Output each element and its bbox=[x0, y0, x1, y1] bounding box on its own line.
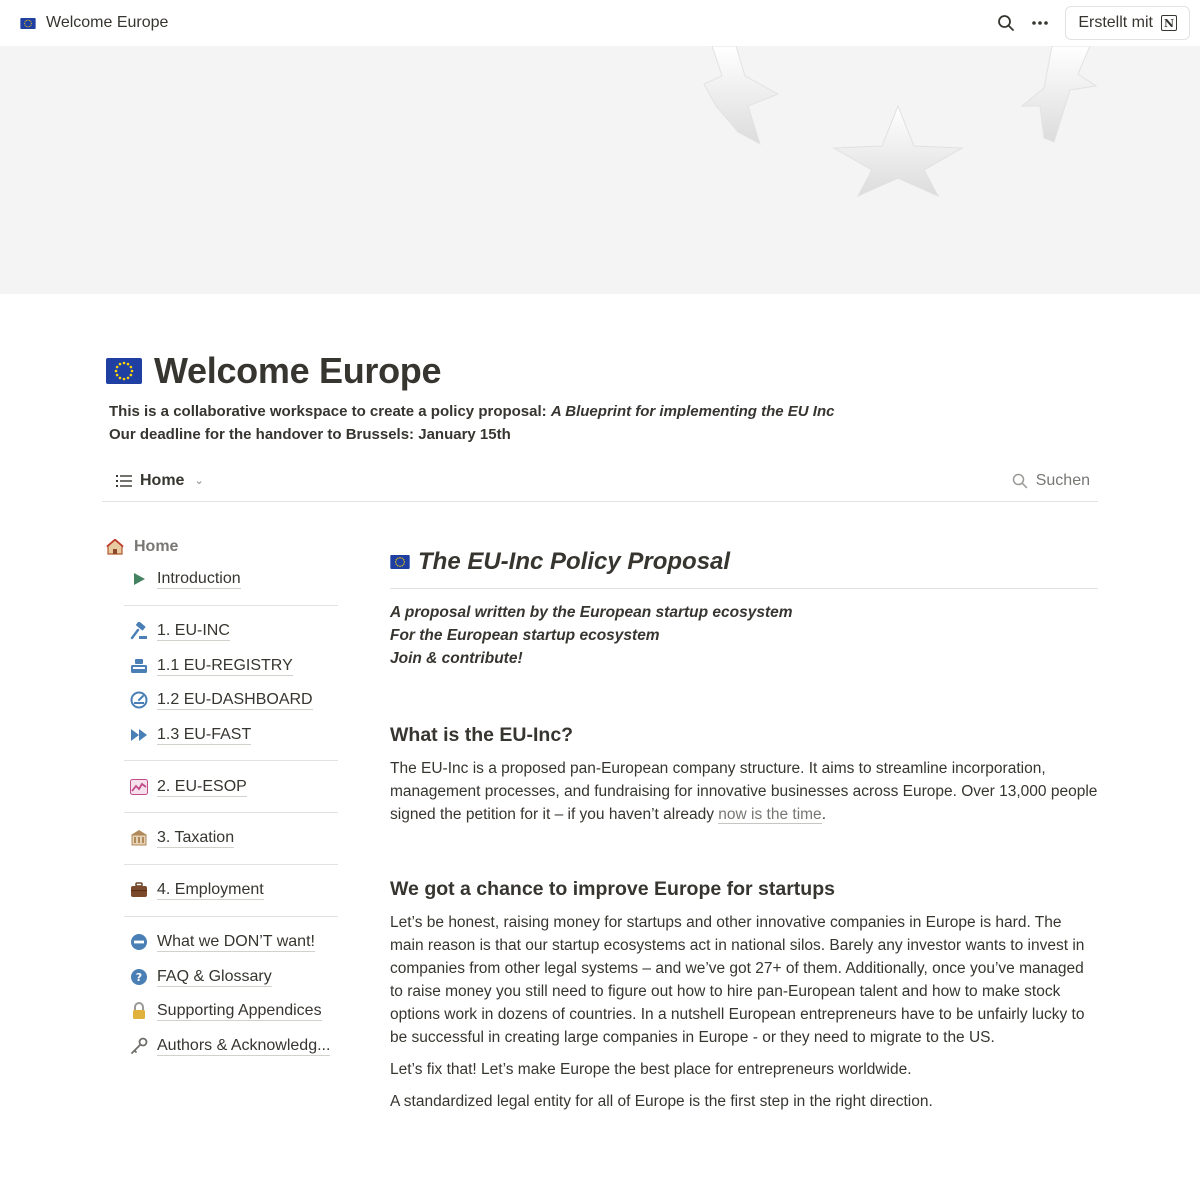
nav-item-employment[interactable]: 4. Employment bbox=[106, 873, 346, 908]
page-header bbox=[106, 350, 1096, 446]
play-icon bbox=[130, 570, 148, 588]
intro-line: A proposal written by the European startup ecosystem bbox=[390, 604, 793, 621]
view-bar bbox=[102, 460, 1098, 502]
section-title: The EU-Inc Policy Proposal bbox=[418, 548, 731, 575]
chevron-down-icon: ⌄ bbox=[194, 475, 204, 487]
page-title-row bbox=[106, 350, 1096, 392]
petition-link[interactable]: now is the time bbox=[718, 806, 822, 823]
search-icon bbox=[997, 14, 1015, 32]
more-icon bbox=[1031, 20, 1049, 26]
nav-item-taxation[interactable]: 3. Taxation bbox=[106, 821, 346, 856]
divider bbox=[124, 760, 338, 761]
description-line-1: This is a collaborative workspace to create a policy proposal: bbox=[109, 403, 551, 420]
search-label: Suchen bbox=[1035, 471, 1090, 489]
fast-forward-icon bbox=[130, 726, 148, 744]
nav-root-home[interactable] bbox=[106, 532, 346, 562]
nav-root-label: Home bbox=[134, 538, 179, 555]
nav-item-what-we-dont-want[interactable]: What we DON’T want! bbox=[106, 925, 346, 960]
nav-item-introduction[interactable]: Introduction bbox=[106, 562, 346, 597]
svg-text:?: ? bbox=[135, 970, 143, 984]
page-description bbox=[109, 400, 1096, 446]
section-title-row bbox=[390, 548, 1098, 589]
lock-icon bbox=[130, 1002, 148, 1020]
nav-item-supporting-appendices[interactable]: Supporting Appendices bbox=[106, 994, 346, 1029]
nav-item-eu-fast[interactable]: 1.3 EU-FAST bbox=[106, 718, 346, 753]
eu-flag-icon bbox=[390, 555, 410, 569]
divider bbox=[124, 812, 338, 813]
intro-callout bbox=[390, 601, 1098, 670]
intro-line: For the European startup ecosystem bbox=[390, 627, 660, 644]
notion-logo-icon: N bbox=[1161, 15, 1177, 31]
nav-item-authors[interactable]: Authors & Acknowledg... bbox=[106, 1029, 346, 1064]
eu-flag-icon bbox=[20, 18, 36, 29]
main-content bbox=[390, 548, 1098, 1113]
divider bbox=[124, 605, 338, 606]
no-entry-icon bbox=[130, 933, 148, 951]
view-label: Home bbox=[140, 471, 185, 489]
key-icon bbox=[130, 1037, 148, 1055]
paragraph: Let’s fix that! Let’s make Europe the best place for entrepreneurs worldwide. bbox=[390, 1061, 912, 1078]
divider bbox=[124, 916, 338, 917]
description-line-2: Our deadline for the handover to Brussels: January 15th bbox=[109, 426, 511, 443]
stars-illustration bbox=[0, 46, 1200, 294]
paragraph: The EU-Inc is a proposed pan-European company structure. It aims to streamline incorporation, management processes, and fundraising for innovative businesses across Europe. Over 13,000 people signed the petition for it – if you haven’t already now is the time. bbox=[390, 760, 1098, 823]
made-with-notion-button[interactable] bbox=[1065, 6, 1190, 40]
list-icon bbox=[116, 474, 132, 488]
intro-line: Join & contribute! bbox=[390, 650, 523, 667]
gavel-icon bbox=[130, 622, 148, 640]
bank-icon bbox=[130, 829, 148, 847]
house-icon bbox=[106, 539, 124, 555]
made-with-label: Erstellt mit bbox=[1078, 14, 1153, 31]
question-icon bbox=[130, 968, 148, 986]
page-search[interactable] bbox=[1012, 472, 1090, 490]
cover-image bbox=[0, 46, 1200, 294]
eu-flag-icon bbox=[106, 358, 142, 384]
heading-chance-to-improve: We got a chance to improve Europe for startups bbox=[390, 878, 835, 900]
divider bbox=[124, 864, 338, 865]
view-selector-home[interactable] bbox=[116, 472, 204, 490]
top-bar bbox=[0, 0, 1200, 46]
registry-icon bbox=[130, 657, 148, 675]
breadcrumb-title[interactable]: Welcome Europe bbox=[46, 14, 169, 31]
paragraph: Let’s be honest, raising money for startups and other innovative companies in Europe is hard. The main reason is that our startup ecosystems act in national silos. Barely any investor wants to invest in companies from other legal systems – and we’ve got 27+ of them. Additionally, once you’ve managed to raise money you still need to figure out how to hire pan-European talent and how to make stock options work in dozens of countries. In a nutshell European entrepreneurs have to be unfairly lucky to be successful in creating large companies in Europe - or they need to migrate to the US. bbox=[390, 914, 1085, 1046]
nav-item-eu-registry[interactable]: 1.1 EU-REGISTRY bbox=[106, 648, 346, 683]
nav-item-eu-dashboard[interactable]: 1.2 EU-DASHBOARD bbox=[106, 683, 346, 718]
dashboard-icon bbox=[130, 691, 148, 709]
search-button[interactable] bbox=[989, 6, 1023, 40]
page-title: Welcome Europe bbox=[154, 350, 442, 391]
nav-item-eu-esop[interactable]: 2. EU-ESOP bbox=[106, 769, 346, 804]
page-tree bbox=[106, 532, 346, 1063]
nav-item-faq-glossary[interactable]: ? FAQ & Glossary bbox=[106, 959, 346, 994]
description-emphasis: A Blueprint for implementing the EU Inc bbox=[550, 403, 835, 420]
heading-what-is-eu-inc: What is the EU-Inc? bbox=[390, 724, 574, 746]
chart-icon bbox=[130, 778, 148, 796]
more-button[interactable] bbox=[1023, 6, 1057, 40]
search-icon bbox=[1012, 473, 1028, 489]
paragraph: A standardized legal entity for all of Europe is the first step in the right direction. bbox=[390, 1093, 933, 1110]
nav-item-eu-inc[interactable]: 1. EU-INC bbox=[106, 614, 346, 649]
briefcase-icon bbox=[130, 881, 148, 899]
